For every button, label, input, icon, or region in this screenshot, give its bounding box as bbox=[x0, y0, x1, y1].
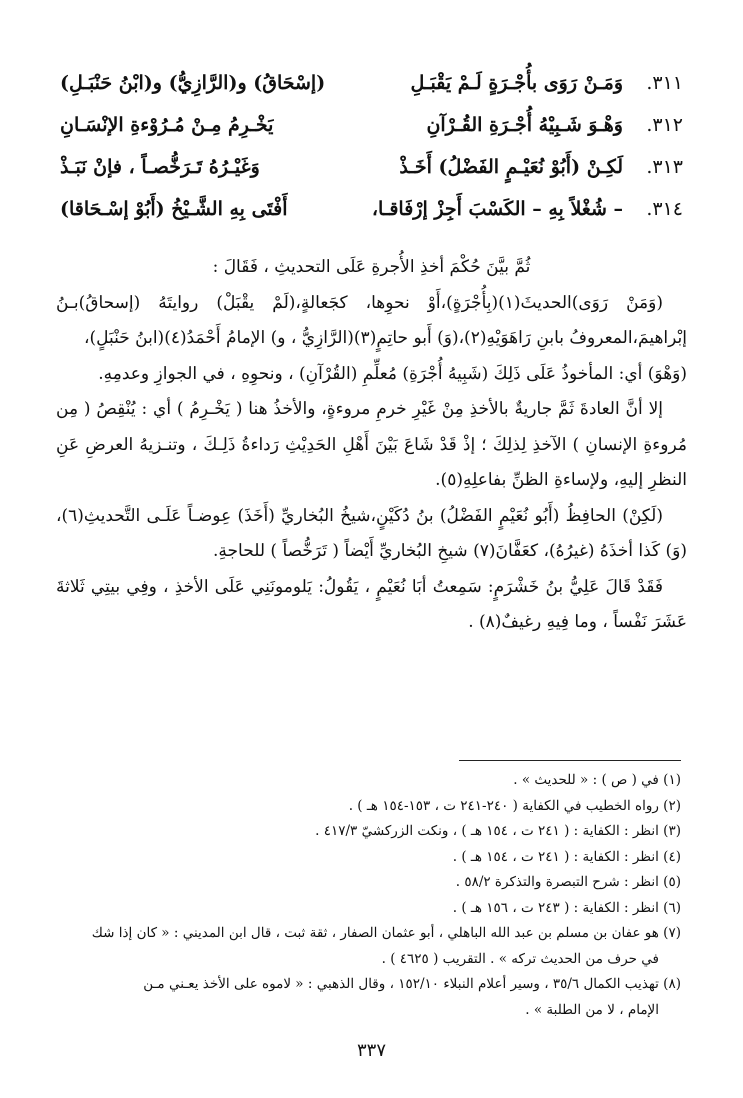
verse-number: ٣١٢. bbox=[646, 114, 683, 136]
footnote: (١) في ( ص ) : « للحديث » . bbox=[513, 772, 681, 788]
footnote: (٨) تهذيب الكمال ٣٥/٦ ، وسير أعلام النبلاء ١٥٢/١٠ ، وقال الذهبي : « لاموه على الأخذ يعـني مـن bbox=[143, 976, 681, 992]
verse-number: ٣١٤. bbox=[646, 198, 683, 220]
page-number: ٣٣٧ bbox=[356, 1040, 386, 1061]
verse-line bbox=[60, 72, 683, 114]
verse-first-hemistich: وَمَـنْ رَوَى بأُجْـرَةٍ لَـمْ يَقْبَـلِ bbox=[410, 72, 623, 94]
verse-second-hemistich: (إسْحَاقُ) و(الرَّازِيُّ) و(ابْنُ حَنْبَـلِ) bbox=[60, 72, 326, 94]
commentary-paragraph: (لَكِنْ) الحافِظُ (أَبُو نُعَيْمٍ الفَضْلُ) بنُ دُكَيْنٍ،شيخُ البُخاريِّ (أَخَذَ) عِوضـاً عَلَـى التَّحديثِ(٦)،(وَ) كَذا أخذَهُ (غيرُهُ)، كعَفَّانَ(٧) شيخِ البُخاريِّ أَيْضاً ( تَرَخُّصاً ) للحاجةِ. bbox=[56, 505, 687, 561]
verse-line bbox=[60, 198, 683, 240]
verse-line bbox=[60, 114, 683, 156]
verse-second-hemistich: وَغَيْـرُهُ تَـرَخُّصـاً ، فإنْ نَبَـذْ bbox=[60, 156, 260, 178]
commentary-paragraph: فَقَدْ قَالَ عَلِيُّ بنُ خَشْرَمٍ: سَمِعتُ أبَا نُعَيْمٍ ، يَقُولُ: يَلومونَنِي عَلَى الأخذِ ، وفِي بيتِي ثَلاثةَ عَشَرَ نَفْساً ، وما فِيهِ رغيفٌ(٨) . bbox=[56, 576, 687, 632]
verse-number: ٣١١. bbox=[646, 72, 683, 94]
verse-first-hemistich: وَهْـوَ شَـبِيْهُ أُجْـرَةِ القُـرْآنِ bbox=[426, 114, 623, 136]
commentary-text bbox=[56, 250, 687, 641]
verse-second-hemistich: يَخْـرِمُ مِـنْ مُـرُوْءةِ الإنْسَـانِ bbox=[60, 114, 274, 136]
verse-block bbox=[60, 72, 683, 240]
verse-second-hemistich: أَفْتَى بِهِ الشَّـيْخُ (أَبُوْ إسْـحَاقا) bbox=[60, 198, 288, 220]
footnote: (٧) هو عفان بن مسلم بن عبد الله الباهلي ، أبو عثمان الصفار ، ثقة ثبت ، قال ابن المديني : « كان إذا شك bbox=[91, 925, 681, 941]
commentary-paragraph: إلا أنَّ العادةَ ثَمَّ جاريةٌ بالأخذِ مِنْ غَيْرِ خرمِ مروءةٍ، والأخذُ هنا ( يَخْـرِمُ ) أي : يُنْقِصُ ( مِن مُروءةِ الإنسانِ ) الآخذِ لِذلِكَ ؛ إذْ قَدْ شَاعَ بَيْنَ أَهْلِ الحَدِيْثِ رَداءةُ ذَلِـكَ ، وتنـزيهُ العرضِ عَنِ النظرِ إليهِ، ولإساءةِ الظنِّ بفاعلِهِ(٥). bbox=[56, 399, 687, 490]
footnote: (٦) انظر : الكفاية : ( ٢٤٣ ت ، ١٥٦ هـ ) . bbox=[452, 899, 681, 916]
verse-line bbox=[60, 156, 683, 198]
footnotes bbox=[62, 768, 681, 1023]
footnote-separator bbox=[459, 760, 681, 761]
footnote: (٤) انظر : الكفاية : ( ٢٤١ ت ، ١٥٤ هـ ) . bbox=[452, 848, 681, 865]
intro-line: ثُمَّ بيَّنَ حُكْمَ أخذِ الأُجرةِ عَلَى التحديثِ ، فَقَالَ : bbox=[212, 257, 531, 277]
footnote-continuation: في حرف من الحديث تركه » . التقريب ( ٤٦٢٥ ) . bbox=[381, 950, 659, 967]
footnote: (٣) انظر : الكفاية : ( ٢٤١ ت ، ١٥٤ هـ ) ، ونكت الزركشيّ ٤١٧/٣ . bbox=[315, 823, 681, 839]
verse-first-hemistich: – شُغْلاً بِهِ – الكَسْبَ أَجِزْ إرْفَاقـا، bbox=[371, 198, 623, 220]
verse-number: ٣١٣. bbox=[646, 156, 683, 178]
verse-first-hemistich: لَكِـنْ (أَبُوْ نُعَيْـمٍ الفَضْلُ) أَخَـذْ bbox=[399, 156, 623, 178]
footnote-continuation: الإمام ، لا من الطلبة » . bbox=[525, 1001, 659, 1018]
footnote: (٥) انظر : شرح التبصرة والتذكرة ٥٨/٢ . bbox=[455, 874, 681, 890]
commentary-paragraph: (وَمَنْ رَوَى)الحديثَ(١)(بِأُجْرَةٍ)،أَوْ نحوِها، كجَعالةٍ،(لَمْ يقْبَلْ) روايتَهُ (إسحاقُ)بـنُ إبْراهيمَ،المعروفُ بابنِ رَاهَوَيْهِ(٢)،(وَ) أَبو حاتِمٍ(٣)(الرَّازِيُّ ، و) الإمامُ أَحْمَدُ(٤)(ابنُ حَنْبَلٍ)، bbox=[56, 292, 687, 348]
commentary-paragraph: (وَهْوَ) أي: المأخوذُ عَلَى ذَلِكَ (شَبِيهُ أُجْرَةِ) مُعلِّمِ (القُرْآنِ) ، ونحوِهِ ، في الجوازِ وعدمِهِ. bbox=[98, 363, 687, 384]
footnote: (٢) رواه الخطيب في الكفاية ( ٢٤٠-٢٤١ ت ، ١٥٣-١٥٤ هـ ) . bbox=[348, 797, 681, 814]
